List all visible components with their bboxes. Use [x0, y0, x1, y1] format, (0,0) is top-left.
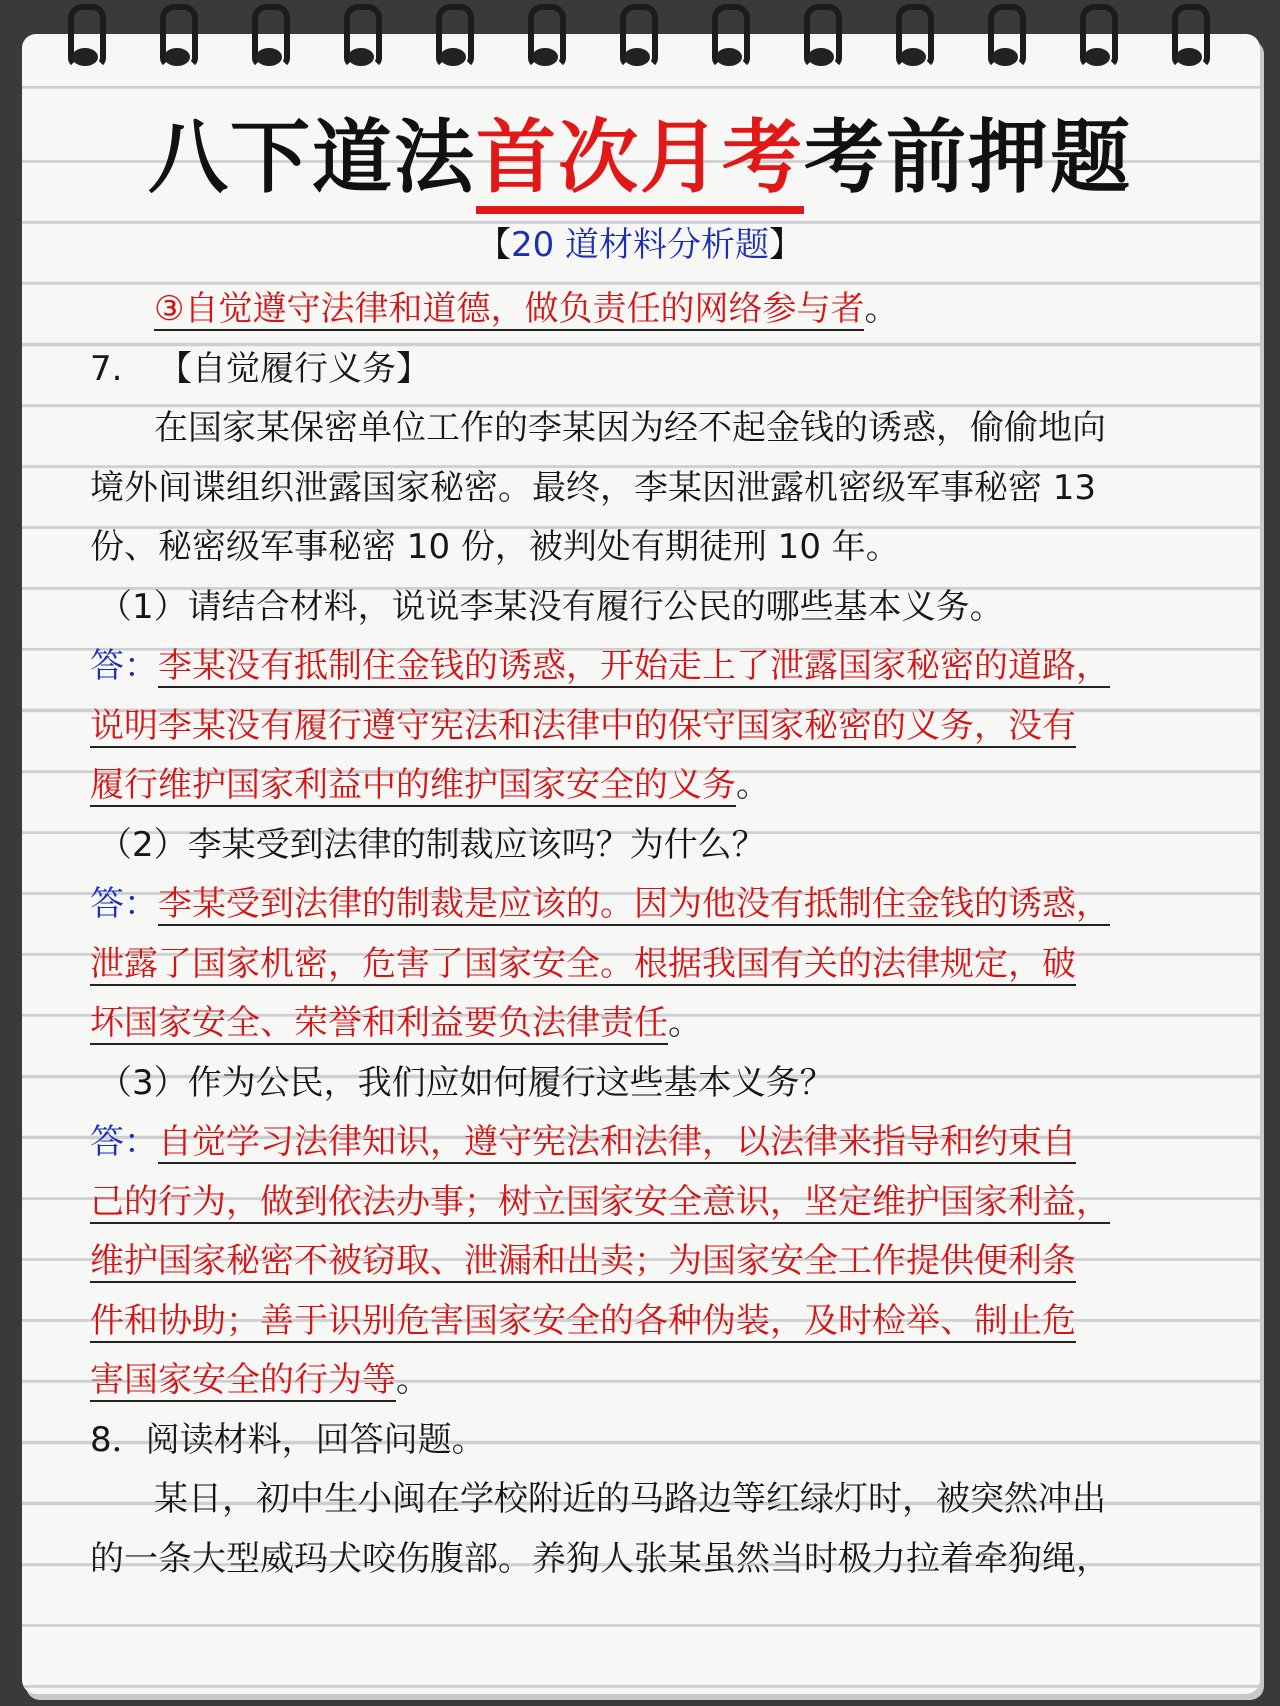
answer-line — [90, 756, 1190, 816]
answer-text: 己的行为，做到依法办事；树立国家安全意识，坚定维护国家利益， — [90, 1181, 1110, 1222]
spiral-ring-icon — [68, 4, 102, 70]
answer-text: 害国家安全的行为等 — [90, 1360, 396, 1400]
punctuation: 。 — [668, 1003, 702, 1043]
answer-line — [90, 875, 1190, 935]
answer-label: 答： — [90, 1122, 158, 1162]
title-highlight: 首次月考 — [476, 111, 804, 214]
spiral-ring-icon — [436, 4, 470, 70]
question-heading — [90, 340, 1190, 400]
answer-line — [90, 1173, 1190, 1233]
spiral-binding — [0, 0, 1280, 80]
punctuation: 。 — [736, 765, 770, 805]
answer-text: 自觉学习法律知识，遵守宪法和法律，以法律来指导和约束自 — [158, 1122, 1076, 1162]
answer-line — [90, 1232, 1190, 1292]
answer-text: 李某没有抵制住金钱的诱惑，开始走上了泄露国家秘密的道路， — [158, 646, 1110, 686]
spiral-ring-icon — [620, 4, 654, 70]
answer-label: 答： — [90, 646, 158, 686]
title-part2: 考前押题 — [804, 111, 1132, 204]
answer-line — [90, 697, 1190, 757]
answer-text: ③自觉遵守法律和道德，做负责任的网络参与者 — [154, 289, 865, 329]
sub-question: （3）作为公民，我们应如何履行这些基本义务？ — [98, 1062, 834, 1103]
answer-text: 坏国家安全、荣誉和利益要负法律责任 — [90, 1003, 668, 1043]
spiral-ring-icon — [344, 4, 378, 70]
answer-text: 件和协助；善于识别危害国家安全的各种伪装，及时检举、制止危 — [90, 1300, 1076, 1341]
sub-question: （2）李某受到法律的制裁应该吗？为什么？ — [98, 824, 766, 865]
spiral-ring-icon — [804, 4, 838, 70]
page-subtitle — [0, 222, 1280, 268]
material-text: 的一条大型威玛犬咬伤腹部。养狗人张某虽然当时极力拉着牵狗绳， — [90, 1538, 1110, 1579]
material-text: 在国家某保密单位工作的李某因为经不起金钱的诱惑，偷偷地向 — [154, 408, 1106, 448]
answer-line — [90, 935, 1190, 995]
answer-line — [90, 1113, 1190, 1173]
spiral-ring-icon — [1080, 4, 1114, 70]
document-body — [90, 280, 1190, 1589]
punctuation: 。 — [864, 289, 899, 329]
question-heading: 8．阅读材料，回答问题。 — [90, 1419, 486, 1460]
text-line — [90, 280, 1190, 340]
spiral-ring-icon — [528, 4, 562, 70]
question-number: 7. — [90, 348, 123, 389]
answer-line — [90, 637, 1190, 697]
answer-line — [90, 1292, 1190, 1352]
answer-text: 履行维护国家利益中的维护国家安全的义务 — [90, 765, 736, 805]
spiral-ring-icon — [712, 4, 746, 70]
material-text: 某日，初中生小闽在学校附近的马路边等红绿灯时，被突然冲出 — [154, 1479, 1106, 1519]
punctuation: 。 — [396, 1360, 430, 1400]
answer-text: 李某受到法律的制裁是应该的。因为他没有抵制住金钱的诱惑， — [158, 884, 1110, 924]
spiral-ring-icon — [896, 4, 930, 70]
subtitle-bracket-open: 【 — [476, 225, 511, 265]
answer-text: 泄露了国家机密，危害了国家安全。根据我国有关的法律规定，破 — [90, 943, 1076, 984]
answer-line — [90, 994, 1190, 1054]
title-part1: 八下道法 — [148, 111, 476, 204]
material-text: 境外间谍组织泄露国家秘密。最终，李某因泄露机密级军事秘密 13 — [90, 467, 1097, 508]
spiral-ring-icon — [988, 4, 1022, 70]
subtitle-text: 20 道材料分析题 — [510, 225, 770, 265]
spiral-ring-icon — [252, 4, 286, 70]
answer-line — [90, 1351, 1190, 1411]
page-title — [0, 110, 1280, 206]
material-text: 份、秘密级军事秘密 10 份，被判处有期徒刑 10 年。 — [90, 527, 900, 567]
spiral-ring-icon — [160, 4, 194, 70]
answer-text: 维护国家秘密不被窃取、泄漏和出卖；为国家安全工作提供便利条 — [90, 1241, 1076, 1281]
subtitle-bracket-close: 】 — [769, 225, 804, 265]
question-title: 【自觉履行义务】 — [158, 348, 430, 389]
answer-label: 答： — [90, 884, 158, 924]
answer-text: 说明李某没有履行遵守宪法和法律中的保守国家秘密的义务，没有 — [90, 705, 1076, 746]
spiral-ring-icon — [1172, 4, 1206, 70]
sub-question: （1）请结合材料，说说李某没有履行公民的哪些基本义务。 — [98, 586, 1004, 627]
